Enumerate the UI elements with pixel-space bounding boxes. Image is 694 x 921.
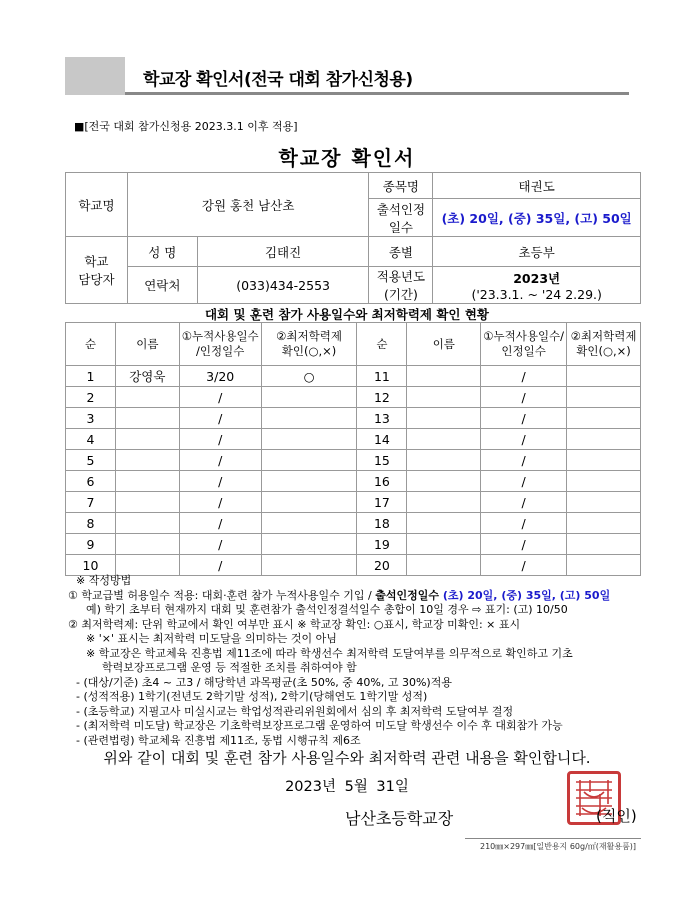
row-days: / <box>179 492 261 513</box>
row-min-check <box>567 387 641 408</box>
year-label-line1: 적용년도 <box>376 269 426 284</box>
note-2: ② 최저학력제: 단위 학교에서 확인 여부만 표시 ※ 학교장 확인: ○표시, 학교장 미확인: × 표시 <box>68 617 521 631</box>
header-days-right-line1: ①누적사용일수/ <box>483 329 565 343</box>
table-row <box>66 429 641 450</box>
note-2b: ※ 학교장은 학교체육 진흥법 제11조에 따라 학생선수 최저학력 도달여부를 의무적으로 확인하고 기초 <box>86 646 573 660</box>
row-number: 13 <box>357 408 407 429</box>
row-number: 17 <box>357 492 407 513</box>
year-value <box>433 267 641 304</box>
row-name <box>407 366 481 387</box>
row-name <box>115 492 179 513</box>
row-min-check <box>567 429 641 450</box>
note-2a: ※ '×' 표시는 최저학력 미도달을 의미하는 것이 아님 <box>86 632 337 645</box>
row-days: / <box>179 534 261 555</box>
section-heading: 대회 및 훈련 참가 사용일수와 최저학력제 확인 현황 <box>204 307 490 322</box>
row-min-check <box>261 429 357 450</box>
table-row <box>66 450 641 471</box>
row-days: / <box>481 492 567 513</box>
manager-label <box>66 237 128 304</box>
row-number: 20 <box>357 555 407 576</box>
detail-2: - (성적적용) 1학기(전년도 2학기말 성적), 2학기(당해연도 1학기말 성적) <box>76 690 428 703</box>
row-min-check <box>261 492 357 513</box>
manager-label-line2: 담당자 <box>78 272 115 287</box>
event-label: 종목명 <box>369 173 433 199</box>
table-row <box>66 555 641 576</box>
row-days: / <box>179 387 261 408</box>
row-min-check <box>567 555 641 576</box>
contact-label: 연락처 <box>127 267 197 304</box>
row-number: 10 <box>66 555 116 576</box>
row-number: 6 <box>66 471 116 492</box>
row-name <box>115 450 179 471</box>
row-days: / <box>481 366 567 387</box>
header-days <box>179 323 261 366</box>
row-number: 1 <box>66 366 116 387</box>
principal-name: 남산초등학교장 <box>345 809 454 828</box>
row-min-check <box>567 492 641 513</box>
row-min-check <box>261 450 357 471</box>
row-days: / <box>481 471 567 492</box>
row-min-check <box>261 534 357 555</box>
row-min-check <box>261 513 357 534</box>
note-1-text: ① 학교급별 허용일수 적용: 대회·훈련 참가 누적사용일수 기입 / <box>68 588 376 602</box>
row-number: 12 <box>357 387 407 408</box>
row-min-check <box>261 555 357 576</box>
document-title: 학교장 확인서 <box>278 146 416 170</box>
note-1-bold: 출석인정일수 <box>375 588 440 602</box>
category-value: 초등부 <box>433 237 641 267</box>
instructions <box>68 574 668 748</box>
row-number: 15 <box>357 450 407 471</box>
header-days-line2: /인정일수 <box>196 344 245 358</box>
row-name <box>407 555 481 576</box>
row-days: / <box>179 429 261 450</box>
row-min-check <box>261 408 357 429</box>
row-days: / <box>179 513 261 534</box>
year-period: ('23.3.1. ~ '24 2.29.) <box>471 286 602 302</box>
row-min-check: ○ <box>261 366 357 387</box>
row-name <box>115 534 179 555</box>
paper-spec: 210㎜×297㎜[일반용지 60g/㎡(재활용품)] <box>480 842 637 851</box>
row-min-check <box>567 534 641 555</box>
header-days-right-line2: 인정일수 <box>501 344 546 358</box>
header-bar <box>65 57 629 95</box>
row-min-check <box>567 471 641 492</box>
row-number: 7 <box>66 492 116 513</box>
row-days: / <box>481 555 567 576</box>
row-min-check <box>567 366 641 387</box>
row-days: / <box>179 450 261 471</box>
seal-mark: (직인) <box>596 807 637 825</box>
name-value: 김태진 <box>197 237 369 267</box>
row-name: 강영욱 <box>115 366 179 387</box>
detail-4: - (최저학력 미도달) 학교장은 기초학력보장프로그램 운영하여 미도달 학생선수 이수 후 대회참가 가능 <box>76 719 563 732</box>
header-min <box>261 323 357 366</box>
category-label: 종별 <box>369 237 433 267</box>
applicable-note: ■[전국 대회 참가신청용 2023.3.1 이후 적용] <box>74 120 298 133</box>
row-name <box>407 534 481 555</box>
row-min-check <box>567 513 641 534</box>
header-min-right <box>567 323 641 366</box>
header-min-line2: 확인(○,×) <box>281 344 337 358</box>
row-days: / <box>481 387 567 408</box>
year-label <box>369 267 433 304</box>
row-name <box>407 429 481 450</box>
row-days: / <box>481 534 567 555</box>
row-min-check <box>567 408 641 429</box>
table-row <box>66 471 641 492</box>
info-table <box>65 172 641 304</box>
header-no: 순 <box>66 323 116 366</box>
row-name <box>407 471 481 492</box>
header-days-line1: ①누적사용일수 <box>181 329 259 343</box>
header-name-right: 이름 <box>407 323 481 366</box>
row-number: 19 <box>357 534 407 555</box>
row-min-check <box>567 450 641 471</box>
header-title: 학교장 확인서(전국 대회 참가신청용) <box>143 70 413 90</box>
row-name <box>115 387 179 408</box>
header-underline <box>125 92 629 95</box>
row-days: / <box>481 450 567 471</box>
row-name <box>115 408 179 429</box>
row-days: / <box>481 408 567 429</box>
table-row <box>66 534 641 555</box>
footer-line <box>465 838 641 839</box>
note-1-example: 예) 학기 초부터 현재까지 대회 및 훈련참가 출석인정결석일수 총합이 10일 경우 ⇨ 표기: (고) 10/50 <box>86 603 568 616</box>
attendance-label-line1: 출석인정 <box>376 201 426 217</box>
table-row <box>66 387 641 408</box>
row-name <box>407 387 481 408</box>
row-days: / <box>179 408 261 429</box>
row-number: 9 <box>66 534 116 555</box>
row-number: 4 <box>66 429 116 450</box>
table-row <box>66 408 641 429</box>
row-number: 11 <box>357 366 407 387</box>
header-min-line1: ②최저학력제 <box>276 329 342 343</box>
event-value: 태권도 <box>433 173 641 199</box>
row-number: 14 <box>357 429 407 450</box>
header-min-right-line2: 확인(○,×) <box>576 344 631 358</box>
header-gray-block <box>65 57 125 95</box>
detail-3: - (초등학교) 지필고사 미실시교는 학업성적관리위원회에서 심의 후 최저학력 도달여부 결정 <box>76 704 514 718</box>
row-days: / <box>179 555 261 576</box>
row-days: 3/20 <box>179 366 261 387</box>
row-name <box>115 429 179 450</box>
row-name <box>115 471 179 492</box>
row-min-check <box>261 471 357 492</box>
attendance-label-line2: 일수 <box>388 219 413 235</box>
header-days-right <box>481 323 567 366</box>
table-row <box>66 492 641 513</box>
row-name <box>407 492 481 513</box>
row-number: 16 <box>357 471 407 492</box>
row-days: / <box>481 429 567 450</box>
note-2c: 학력보장프로그램 운영 등 적절한 조치를 취하여야 함 <box>102 661 357 674</box>
notes-title: ※ 작성방법 <box>76 574 132 587</box>
row-number: 8 <box>66 513 116 534</box>
row-days: / <box>481 513 567 534</box>
row-number: 18 <box>357 513 407 534</box>
year-label-line2: (기간) <box>383 287 418 302</box>
row-name <box>407 450 481 471</box>
row-days: / <box>179 471 261 492</box>
note-1 <box>68 589 668 604</box>
header-min-right-line1: ②최저학력제 <box>570 329 637 343</box>
table-row <box>66 513 641 534</box>
date-text: 2023년 5월 31일 <box>285 779 409 795</box>
attendance-label <box>369 199 433 237</box>
row-name <box>407 513 481 534</box>
row-number: 3 <box>66 408 116 429</box>
header-no-right: 순 <box>357 323 407 366</box>
roster-table <box>65 322 641 576</box>
row-name <box>115 513 179 534</box>
roster-header-row <box>66 323 641 366</box>
row-number: 5 <box>66 450 116 471</box>
school-label: 학교명 <box>66 173 128 237</box>
row-name <box>407 408 481 429</box>
row-min-check <box>261 387 357 408</box>
confirmation-text: 위와 같이 대회 및 훈련 참가 사용일수와 최저학력 관련 내용을 확인합니다. <box>103 749 591 767</box>
note-1-blue: (초) 20일, (중) 35일, (고) 50일 <box>439 588 611 602</box>
detail-5: - (관련법령) 학교체육 진흥법 제11조, 동법 시행규칙 제6조 <box>76 733 361 747</box>
contact-value: (033)434-2553 <box>197 267 369 304</box>
table-row <box>66 366 641 387</box>
school-value: 강원 홍천 남산초 <box>127 173 369 237</box>
row-number: 2 <box>66 387 116 408</box>
detail-1: - (대상/기준) 초4 ~ 고3 / 해당학년 과목평균(초 50%, 중 40%, 고 30%)적용 <box>76 675 452 689</box>
row-name <box>115 555 179 576</box>
name-label: 성 명 <box>127 237 197 267</box>
year-value-main: 2023년 <box>513 270 561 286</box>
header-name: 이름 <box>115 323 179 366</box>
attendance-value: (초) 20일, (중) 35일, (고) 50일 <box>433 199 641 237</box>
manager-label-line1: 학교 <box>84 254 109 269</box>
